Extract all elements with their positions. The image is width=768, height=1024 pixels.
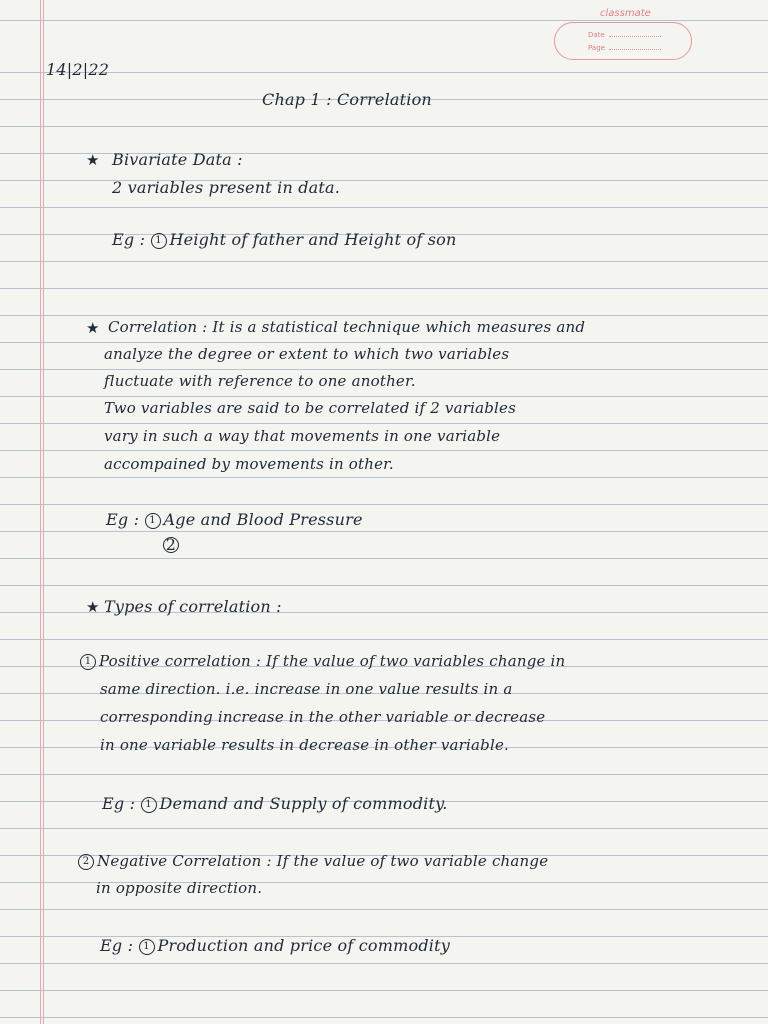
margin-line — [43, 0, 44, 1024]
circled-number: 2 — [163, 537, 179, 553]
correlation-line: Correlation : It is a statistical technique which measures and — [108, 318, 586, 336]
logo-oval — [554, 22, 692, 60]
correlation-line: vary in such a way that movements in one variable — [104, 427, 501, 445]
bivariate-heading: Bivariate Data : — [112, 150, 243, 169]
correlation-line: fluctuate with reference to one another. — [104, 372, 416, 390]
circled-number: 1 — [145, 513, 161, 529]
circled-number: 1 — [80, 654, 96, 670]
page-title: Chap 1 : Correlation — [262, 90, 432, 109]
eg-text: Height of father and Height of son — [169, 230, 457, 249]
positive-line — [80, 652, 565, 670]
negative-line — [78, 852, 548, 870]
types-heading: Types of correlation : — [104, 597, 282, 616]
eg-label: Eg : — [112, 230, 146, 249]
eg-text: Age and Blood Pressure — [163, 510, 363, 529]
logo-date-row — [588, 31, 661, 39]
eg-label: Eg : — [100, 936, 134, 955]
bivariate-example — [112, 230, 457, 249]
page-date: 14|2|22 — [46, 60, 110, 79]
logo-page-label: Page — [588, 44, 605, 52]
star-bullet-icon: ★ — [86, 319, 100, 337]
correlation-example — [106, 510, 363, 529]
eg-label: Eg : — [102, 794, 136, 813]
eg-text: Demand and Supply of commodity. — [159, 794, 448, 813]
star-bullet-icon: ★ — [86, 151, 100, 169]
logo-page-row — [588, 44, 661, 52]
positive-line: corresponding increase in the other variable or decrease — [100, 708, 546, 726]
margin-line — [40, 0, 41, 1024]
circled-number: 1 — [151, 233, 167, 249]
logo-date-label: Date — [588, 31, 605, 39]
positive-example — [102, 794, 448, 813]
negative-example — [100, 936, 450, 955]
negative-line: in opposite direction. — [96, 879, 263, 897]
circled-number: 1 — [141, 797, 157, 813]
eg-label: Eg : — [106, 510, 140, 529]
correlation-line: accompained by movements in other. — [104, 455, 394, 473]
correlation-line: analyze the degree or extent to which two variables — [104, 345, 510, 363]
circled-number: 1 — [139, 939, 155, 955]
star-bullet-icon: ★ — [86, 598, 100, 616]
positive-line: same direction. i.e. increase in one value results in a — [100, 680, 513, 698]
bivariate-definition: 2 variables present in data. — [112, 178, 341, 197]
positive-line: in one variable results in decrease in other variable. — [100, 736, 510, 754]
brand-wordmark: classmate — [600, 8, 651, 19]
negative-text: Negative Correlation : If the value of two variable change — [97, 852, 549, 870]
circled-number: 2 — [78, 854, 94, 870]
notebook-brand-logo — [554, 4, 694, 64]
correlation-line: Two variables are said to be correlated if 2 variables — [104, 399, 517, 417]
eg-text: Production and price of commodity — [157, 936, 450, 955]
positive-text: Positive correlation : If the value of two variables change in — [99, 652, 566, 670]
